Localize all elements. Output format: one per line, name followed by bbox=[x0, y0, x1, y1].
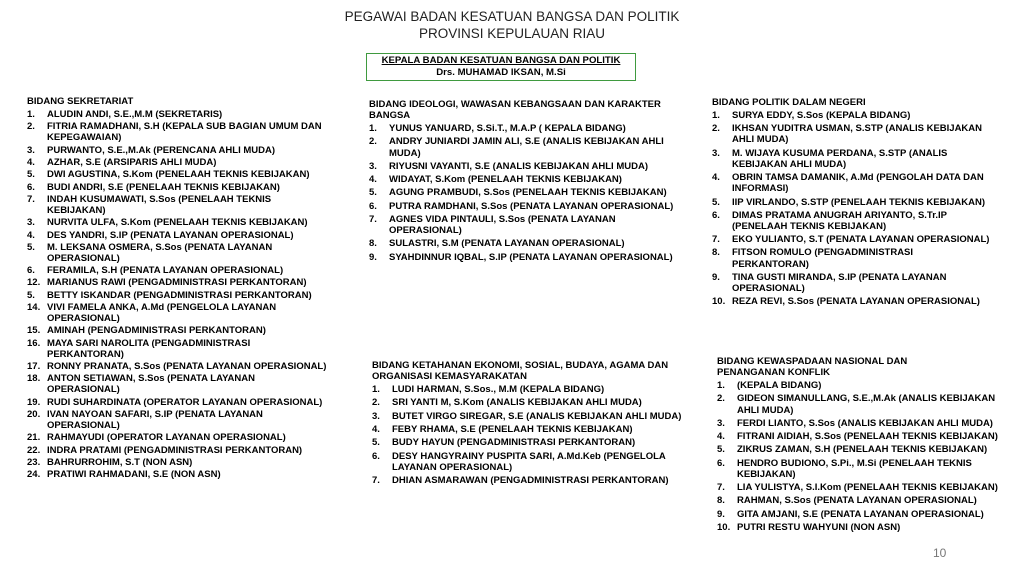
item-text: BUTET VIRGO SIREGAR, S.E (ANALIS KEBIJAKAN AHLI MUDA) bbox=[392, 410, 682, 422]
item-text: PUTRA RAMDHANI, S.Sos (PENATA LAYANAN OPERASIONAL) bbox=[389, 200, 674, 212]
item-text: NURVITA ULFA, S.Kom (PENELAAH TEKNIS KEBIJAKAN) bbox=[47, 217, 308, 229]
staff-list bbox=[369, 123, 679, 263]
item-text: RAHMAN, S.Sos (PENATA LAYANAN OPERASIONAL) bbox=[737, 495, 977, 507]
staff-list bbox=[372, 384, 692, 486]
staff-item bbox=[712, 234, 992, 245]
staff-item bbox=[717, 522, 1012, 533]
staff-item bbox=[27, 194, 327, 216]
staff-item bbox=[369, 174, 679, 185]
section-title: BIDANG KETAHANAN EKONOMI, SOSIAL, BUDAYA, AGAMA DAN ORGANISASI KEMASYARAKATAN bbox=[372, 360, 669, 383]
section-politik bbox=[712, 97, 992, 309]
staff-item bbox=[27, 397, 327, 408]
staff-item bbox=[27, 445, 327, 456]
staff-item bbox=[27, 145, 327, 156]
head-of-agency-box bbox=[366, 53, 636, 81]
staff-item bbox=[369, 187, 679, 198]
item-text: RIYUSNI VAYANTI, S.E (ANALIS KEBIJAKAN AHLI MUDA) bbox=[389, 160, 648, 172]
item-text: (KEPALA BIDANG) bbox=[737, 380, 822, 392]
item-text: ALUDIN ANDI, S.E.,M.M (SEKRETARIS) bbox=[47, 109, 223, 121]
page-number: 10 bbox=[933, 546, 947, 560]
item-text: ANDRY JUNIARDI JAMIN ALI, S.E (ANALIS KEBIJAKAN AHLI MUDA) bbox=[389, 136, 664, 159]
item-text: IIP VIRLANDO, S.STP (PENELAAH TEKNIS KEBIJAKAN) bbox=[732, 196, 986, 208]
item-text: DESY HANGYRAINY PUSPITA SARI, A.Md.Keb (PENGELOLA LAYANAN OPERASIONAL) bbox=[392, 450, 666, 473]
item-text: SURYA EDDY, S.Sos (KEPALA BIDANG) bbox=[732, 110, 911, 122]
staff-item bbox=[372, 397, 692, 408]
staff-list bbox=[717, 380, 1012, 533]
item-text: REZA REVI, S.Sos (PENATA LAYANAN OPERASIONAL) bbox=[732, 296, 980, 308]
staff-list bbox=[27, 109, 327, 480]
item-number: 1. bbox=[27, 109, 35, 121]
staff-item bbox=[712, 197, 992, 208]
staff-item bbox=[369, 161, 679, 172]
staff-item bbox=[712, 110, 992, 121]
item-number: 5. bbox=[27, 241, 35, 253]
title-line-2: PROVINSI KEPULAUAN RIAU bbox=[418, 26, 606, 41]
item-number: 9. bbox=[712, 271, 720, 283]
staff-item bbox=[717, 380, 1012, 391]
item-number: 1. bbox=[372, 384, 380, 396]
item-number: 5. bbox=[712, 196, 720, 208]
staff-item bbox=[27, 242, 327, 264]
item-number: 19. bbox=[27, 396, 41, 408]
item-number: 2. bbox=[27, 121, 35, 133]
staff-item bbox=[717, 418, 1012, 429]
staff-item bbox=[372, 451, 692, 473]
item-text: M. WIJAYA KUSUMA PERDANA, S.STP (ANALIS KEBIJAKAN AHLI MUDA) bbox=[732, 147, 948, 170]
item-text: FITRANI AIDIAH, S.Sos (PENELAAH TEKNIS KEBIJAKAN) bbox=[737, 431, 998, 443]
item-number: 2. bbox=[372, 397, 380, 409]
item-number: 5. bbox=[27, 169, 35, 181]
item-text: BUDI ANDRI, S.E (PENELAAH TEKNIS KEBIJAKAN) bbox=[47, 181, 280, 193]
item-text: INDRA PRATAMI (PENGADMINISTRASI PERKANTORAN) bbox=[47, 444, 303, 456]
item-number: 16. bbox=[27, 337, 41, 349]
staff-item bbox=[372, 437, 692, 448]
item-number: 1. bbox=[717, 380, 725, 392]
item-number: 18. bbox=[27, 373, 41, 385]
item-number: 9. bbox=[369, 251, 377, 263]
item-text: RUDI SUHARDINATA (OPERATOR LAYANAN OPERASIONAL) bbox=[47, 396, 323, 408]
staff-list bbox=[712, 110, 992, 307]
item-number: 3. bbox=[372, 410, 380, 422]
item-number: 7. bbox=[717, 482, 725, 494]
item-number: 10. bbox=[712, 296, 726, 308]
staff-item bbox=[27, 432, 327, 443]
staff-item bbox=[717, 495, 1012, 506]
item-text: EKO YULIANTO, S.T (PENATA LAYANAN OPERASIONAL) bbox=[732, 234, 990, 246]
item-text: YUNUS YANUARD, S.Si.T., M.A.P ( KEPALA BIDANG) bbox=[389, 123, 626, 135]
item-text: ZIKRUS ZAMAN, S.H (PENELAAH TEKNIS KEBIJAKAN) bbox=[737, 444, 988, 456]
staff-item bbox=[372, 475, 692, 486]
staff-item bbox=[369, 201, 679, 212]
item-number: 4. bbox=[372, 424, 380, 436]
staff-item bbox=[372, 424, 692, 435]
item-text: GITA AMJANI, S.E (PENATA LAYANAN OPERASIONAL) bbox=[737, 508, 984, 520]
item-number: 10. bbox=[717, 521, 731, 533]
item-number: 9. bbox=[717, 508, 725, 520]
item-number: 6. bbox=[372, 450, 380, 462]
item-text: WIDAYAT, S.Kom (PENELAAH TEKNIS KEBIJAKAN) bbox=[389, 174, 622, 186]
item-number: 4. bbox=[717, 431, 725, 443]
item-number: 4. bbox=[27, 229, 35, 241]
item-number: 23. bbox=[27, 456, 41, 468]
section-title: BIDANG POLITIK DALAM NEGERI bbox=[712, 97, 866, 108]
item-text: PUTRI RESTU WAHYUNI (NON ASN) bbox=[737, 521, 901, 533]
staff-item bbox=[372, 411, 692, 422]
staff-item bbox=[369, 136, 679, 158]
staff-item bbox=[369, 238, 679, 249]
item-number: 4. bbox=[369, 174, 377, 186]
item-text: FEBY RHAMA, S.E (PENELAAH TEKNIS KEBIJAKAN) bbox=[392, 424, 633, 436]
item-number: 8. bbox=[712, 247, 720, 259]
item-text: AZHAR, S.E (ARSIPARIS AHLI MUDA) bbox=[47, 157, 217, 169]
item-number: 2. bbox=[717, 393, 725, 405]
item-number: 3. bbox=[27, 144, 35, 156]
staff-item bbox=[372, 384, 692, 395]
item-text: BAHRURROHIM, S.T (NON ASN) bbox=[47, 456, 193, 468]
item-text: FERAMILA, S.H (PENATA LAYANAN OPERASIONAL) bbox=[47, 265, 284, 277]
item-number: 12. bbox=[27, 277, 41, 289]
item-number: 24. bbox=[27, 469, 41, 481]
staff-item bbox=[27, 409, 327, 431]
item-number: 15. bbox=[27, 325, 41, 337]
item-number: 5. bbox=[369, 187, 377, 199]
staff-item bbox=[712, 296, 992, 307]
staff-item bbox=[712, 210, 992, 232]
item-text: INDAH KUSUMAWATI, S.Sos (PENELAAH TEKNIS KEBIJAKAN) bbox=[47, 193, 272, 216]
item-text: MARIANUS RAWI (PENGADMINISTRASI PERKANTORAN) bbox=[47, 277, 307, 289]
item-number: 21. bbox=[27, 432, 41, 444]
item-number: 5. bbox=[372, 437, 380, 449]
item-text: DWI AGUSTINA, S.Kom (PENELAAH TEKNIS KEBIJAKAN) bbox=[47, 169, 310, 181]
item-text: FITSON ROMULO (PENGADMINISTRASI PERKANTORAN) bbox=[732, 247, 914, 270]
staff-item bbox=[27, 182, 327, 193]
item-text: LIA YULISTYA, S.I.Kom (PENELAAH TEKNIS KEBIJAKAN) bbox=[737, 482, 998, 494]
item-number: 8. bbox=[717, 495, 725, 507]
staff-item bbox=[717, 444, 1012, 455]
item-number: 6. bbox=[369, 200, 377, 212]
staff-item bbox=[712, 272, 992, 294]
item-text: AMINAH (PENGADMINISTRASI PERKANTORAN) bbox=[47, 325, 266, 337]
staff-item bbox=[27, 302, 327, 324]
item-text: RONNY PRANATA, S.Sos (PENATA LAYANAN OPERASIONAL) bbox=[47, 361, 327, 373]
item-text: SRI YANTI M, S.Kom (ANALIS KEBIJAKAN AHLI MUDA) bbox=[392, 397, 642, 409]
item-number: 7. bbox=[372, 474, 380, 486]
staff-item bbox=[27, 121, 327, 143]
staff-item bbox=[27, 109, 327, 120]
item-text: PRATIWI RAHMADANI, S.E (NON ASN) bbox=[47, 469, 221, 481]
item-number: 4. bbox=[712, 172, 720, 184]
item-number: 5. bbox=[27, 289, 35, 301]
item-number: 8. bbox=[369, 238, 377, 250]
head-title: KEPALA BADAN KESATUAN BANGSA DAN POLITIK bbox=[381, 55, 621, 66]
item-number: 7. bbox=[27, 193, 35, 205]
item-number: 6. bbox=[712, 209, 720, 221]
title-line-1: PEGAWAI BADAN KESATUAN BANGSA DAN POLITIK bbox=[344, 9, 680, 24]
item-number: 6. bbox=[27, 181, 35, 193]
staff-item bbox=[712, 148, 992, 170]
section-ketahanan bbox=[372, 360, 692, 488]
item-text: DIMAS PRATAMA ANUGRAH ARIYANTO, S.Tr.IP (PENELAAH TEKNIS KEBIJAKAN) bbox=[732, 209, 947, 232]
item-number: 1. bbox=[712, 110, 720, 122]
item-text: DHIAN ASMARAWAN (PENGADMINISTRASI PERKANTORAN) bbox=[392, 474, 669, 486]
item-text: SYAHDINNUR IQBAL, S.IP (PENATA LAYANAN OPERASIONAL) bbox=[389, 251, 673, 263]
staff-item bbox=[717, 509, 1012, 520]
staff-item bbox=[27, 217, 327, 228]
staff-item bbox=[717, 431, 1012, 442]
section-kewaspadaan bbox=[717, 356, 1012, 535]
item-text: RAHMAYUDI (OPERATOR LAYANAN OPERASIONAL) bbox=[47, 432, 286, 444]
item-text: TINA GUSTI MIRANDA, S.IP (PENATA LAYANAN OPERASIONAL) bbox=[732, 271, 947, 294]
item-text: VIVI FAMELA ANKA, A.Md (PENGELOLA LAYANAN OPERASIONAL) bbox=[47, 302, 277, 325]
item-number: 7. bbox=[369, 213, 377, 225]
staff-item bbox=[369, 123, 679, 134]
item-text: HENDRO BUDIONO, S.Pi., M.Si (PENELAAH TEKNIS KEBIJAKAN) bbox=[737, 457, 972, 480]
item-text: M. LEKSANA OSMERA, S.Sos (PENATA LAYANAN OPERASIONAL) bbox=[47, 241, 273, 264]
staff-item bbox=[27, 277, 327, 288]
item-number: 7. bbox=[712, 234, 720, 246]
staff-item bbox=[27, 325, 327, 336]
item-text: FITRIA RAMADHANI, S.H (KEPALA SUB BAGIAN UMUM DAN KEPEGAWAIAN) bbox=[47, 121, 322, 144]
item-number: 2. bbox=[712, 123, 720, 135]
item-text: GIDEON SIMANULLANG, S.E.,M.Ak (ANALIS KEBIJAKAN AHLI MUDA) bbox=[737, 393, 996, 416]
staff-item bbox=[27, 469, 327, 480]
staff-item bbox=[27, 230, 327, 241]
item-text: ANTON SETIAWAN, S.Sos (PENATA LAYANAN OPERASIONAL) bbox=[47, 373, 255, 396]
item-text: IVAN NAYOAN SAFARI, S.IP (PENATA LAYANAN OPERASIONAL) bbox=[47, 409, 263, 432]
item-number: 14. bbox=[27, 302, 41, 314]
staff-item bbox=[27, 290, 327, 301]
item-text: FERDI LIANTO, S.Sos (ANALIS KEBIJAKAN AHLI MUDA) bbox=[737, 417, 993, 429]
item-text: DES YANDRI, S.IP (PENATA LAYANAN OPERASIONAL) bbox=[47, 229, 294, 241]
section-title: BIDANG IDEOLOGI, WAWASAN KEBANGSAAN DAN KARAKTER BANGSA bbox=[369, 99, 661, 122]
item-number: 4. bbox=[27, 157, 35, 169]
item-text: AGUNG PRAMBUDI, S.Sos (PENELAAH TEKNIS KEBIJAKAN) bbox=[389, 187, 667, 199]
item-text: LUDI HARMAN, S.Sos., M.M (KEPALA BIDANG) bbox=[392, 384, 605, 396]
item-number: 6. bbox=[27, 265, 35, 277]
item-text: IKHSAN YUDITRA USMAN, S.STP (ANALIS KEBIJAKAN AHLI MUDA) bbox=[732, 123, 983, 146]
item-number: 3. bbox=[712, 147, 720, 159]
head-name: Drs. MUHAMAD IKSAN, M.Si bbox=[436, 67, 566, 78]
item-text: BETTY ISKANDAR (PENGADMINISTRASI PERKANTORAN) bbox=[47, 289, 312, 301]
section-title: BIDANG SEKRETARIAT bbox=[27, 96, 134, 107]
page-title bbox=[0, 8, 1024, 42]
item-number: 17. bbox=[27, 361, 41, 373]
item-number: 2. bbox=[369, 136, 377, 148]
item-number: 6. bbox=[717, 457, 725, 469]
staff-item bbox=[712, 247, 992, 269]
item-number: 20. bbox=[27, 409, 41, 420]
section-sekretariat bbox=[27, 96, 327, 482]
item-text: SULASTRI, S.M (PENATA LAYANAN OPERASIONAL) bbox=[389, 238, 625, 250]
staff-item bbox=[27, 169, 327, 180]
item-number: 3. bbox=[369, 160, 377, 172]
staff-item bbox=[369, 252, 679, 263]
staff-item bbox=[27, 265, 327, 276]
item-text: MAYA SARI NAROLITA (PENGADMINISTRASI PERKANTORAN) bbox=[47, 337, 251, 360]
staff-item bbox=[717, 393, 1012, 415]
staff-item bbox=[717, 482, 1012, 493]
section-ideologi bbox=[369, 99, 679, 265]
item-text: PURWANTO, S.E.,M.Ak (PERENCANA AHLI MUDA) bbox=[47, 144, 276, 156]
item-number: 22. bbox=[27, 444, 41, 456]
item-number: 1. bbox=[369, 123, 377, 135]
staff-item bbox=[717, 458, 1012, 480]
staff-item bbox=[27, 457, 327, 468]
staff-item bbox=[369, 214, 679, 236]
item-text: AGNES VIDA PINTAULI, S.Sos (PENATA LAYANAN OPERASIONAL) bbox=[389, 213, 616, 237]
section-title: BIDANG KEWASPADAAN NASIONAL DAN PENANGANAN KONFLIK bbox=[717, 356, 908, 379]
staff-item bbox=[27, 338, 327, 360]
item-number: 3. bbox=[27, 217, 35, 229]
item-number: 5. bbox=[717, 444, 725, 456]
staff-item bbox=[712, 123, 992, 145]
item-text: BUDY HAYUN (PENGADMINISTRASI PERKANTORAN) bbox=[392, 437, 636, 449]
staff-item bbox=[27, 373, 327, 395]
item-text: OBRIN TAMSA DAMANIK, A.Md (PENGOLAH DATA DAN INFORMASI) bbox=[732, 172, 984, 195]
staff-item bbox=[27, 157, 327, 168]
item-number: 3. bbox=[717, 417, 725, 429]
staff-item bbox=[712, 172, 992, 194]
staff-item bbox=[27, 361, 327, 372]
